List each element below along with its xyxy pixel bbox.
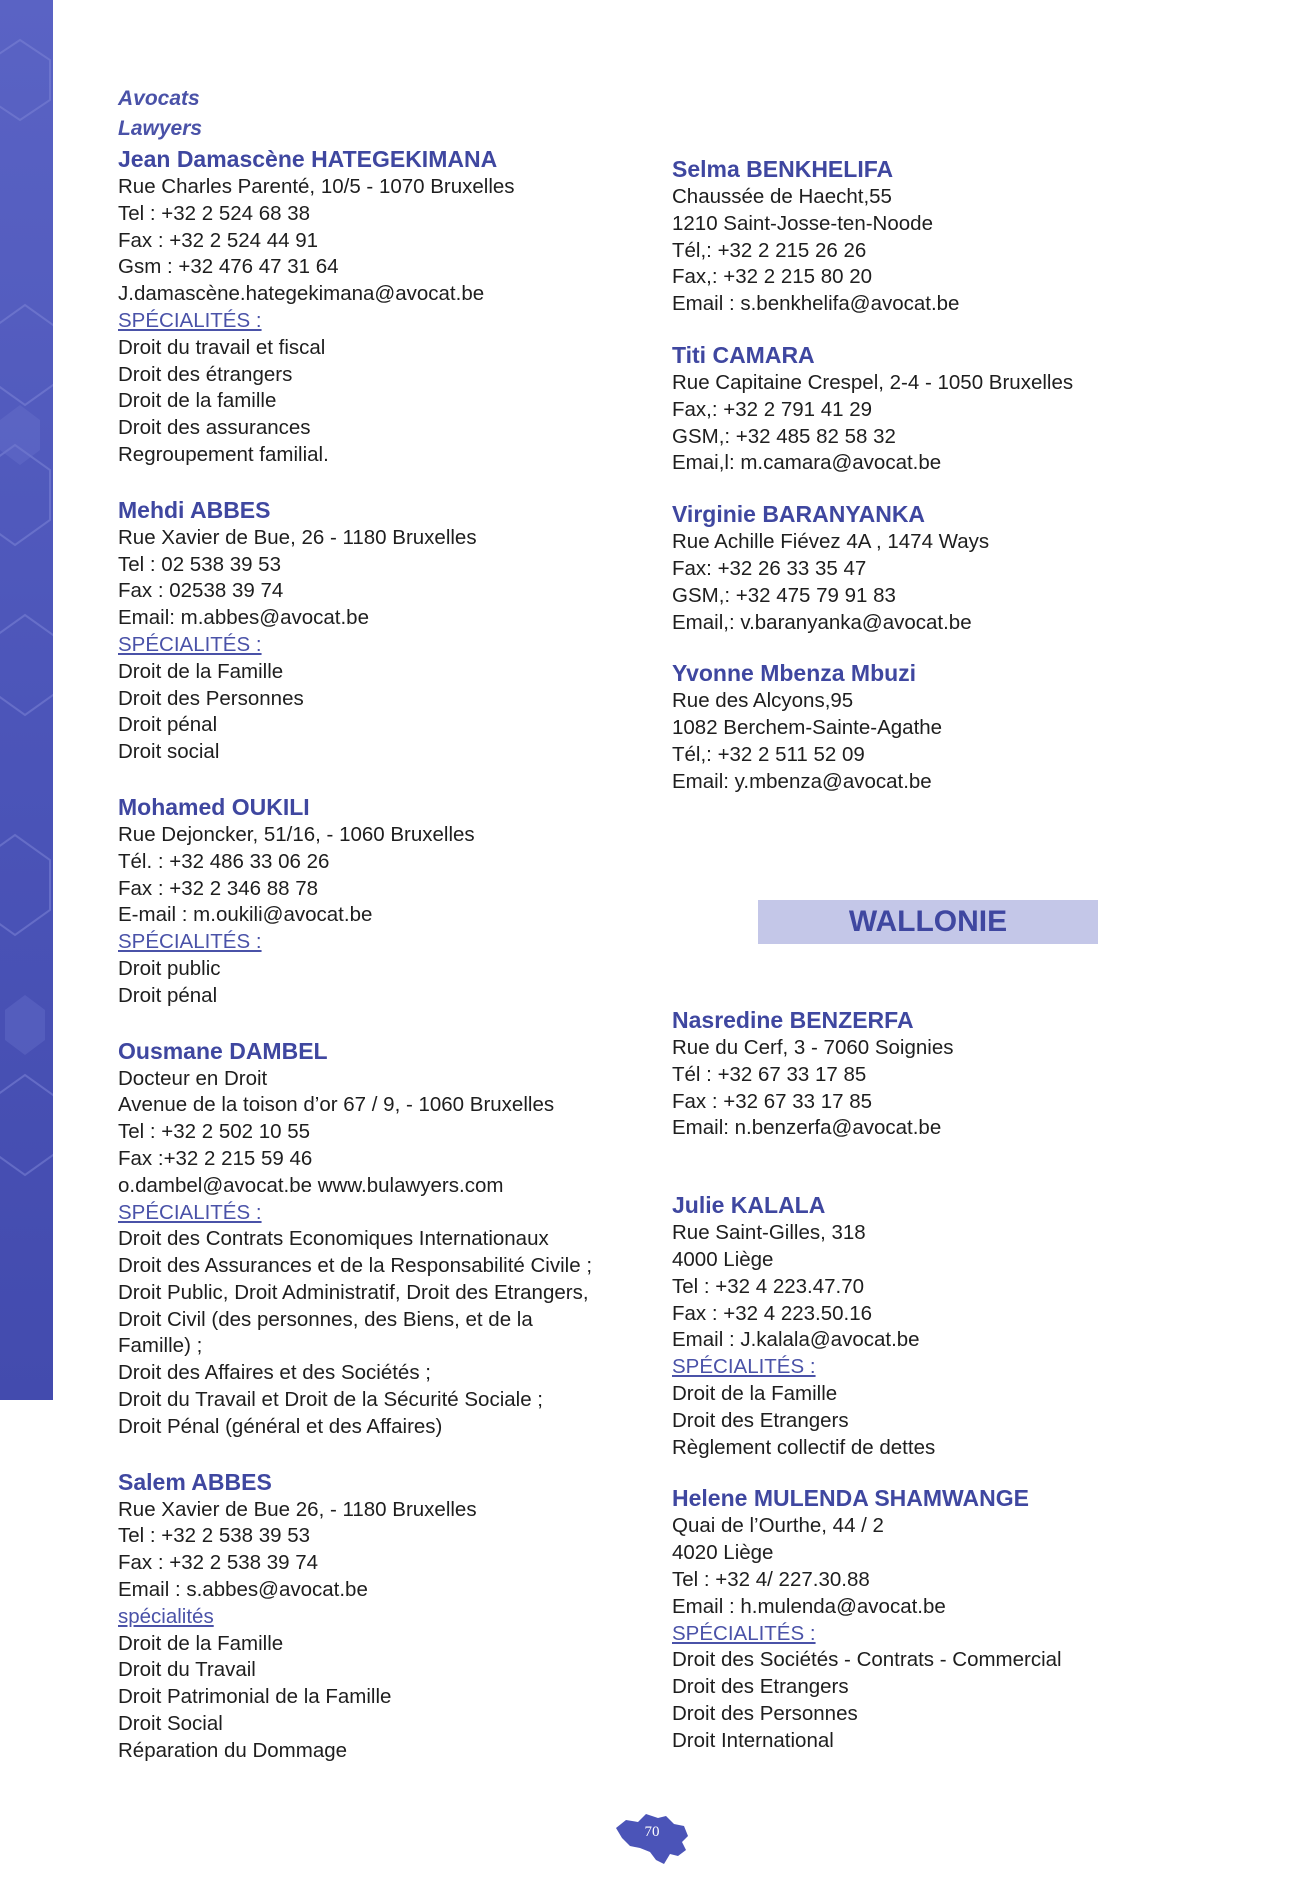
lawyer-entry <box>118 1467 648 1765</box>
email: J.damascène.hategekimana@avocat.be <box>118 282 485 306</box>
address: Rue Xavier de Bue 26, - 1180 Bruxelles <box>118 1497 477 1521</box>
phone: Tel : +32 2 538 39 53 <box>118 1524 311 1548</box>
address: Rue Saint-Gilles, 318 <box>672 1221 866 1245</box>
fax: Fax,: +32 2 791 41 29 <box>672 397 873 421</box>
specialty: Droit pénal <box>118 983 218 1007</box>
phone: Tél : +32 67 33 17 85 <box>672 1062 867 1086</box>
gsm: GSM,: +32 475 79 91 83 <box>672 583 896 607</box>
specialty: Famille) ; <box>118 1334 203 1358</box>
specialty: Droit social <box>118 740 220 764</box>
specialty: Droit des Etrangers <box>672 1408 849 1432</box>
specialty: Droit des Affaires et des Sociétés ; <box>118 1361 431 1385</box>
wallonie-column <box>672 1005 1212 1781</box>
address: 4020 Liège <box>672 1541 774 1565</box>
phone: Tél. : +32 486 33 06 26 <box>118 849 330 873</box>
lawyer-name: Salem ABBES <box>118 1468 272 1495</box>
specialties-label: SPÉCIALITÉS : <box>118 308 262 332</box>
lawyer-name: Helene MULENDA SHAMWANGE <box>672 1485 1029 1512</box>
fax: Fax : 02538 39 74 <box>118 579 284 603</box>
specialties-label: SPÉCIALITÉS : <box>118 930 262 954</box>
hexagon-pattern-icon <box>0 0 53 1400</box>
specialty: Droit Patrimonial de la Famille <box>118 1685 392 1709</box>
specialty: Droit de la Famille <box>118 659 284 683</box>
specialty: Réparation du Dommage <box>118 1738 348 1762</box>
title: Docteur en Droit <box>118 1066 268 1090</box>
address: 1082 Berchem-Sainte-Agathe <box>672 716 943 740</box>
lawyer-entry <box>672 154 1212 318</box>
email: Email : J.kalala@avocat.be <box>672 1328 920 1352</box>
email: Email: y.mbenza@avocat.be <box>672 769 932 793</box>
specialties-label: SPÉCIALITÉS : <box>672 1621 816 1645</box>
specialties-label: spécialités <box>118 1604 214 1628</box>
address: Rue Xavier de Bue, 26 - 1180 Bruxelles <box>118 525 477 549</box>
specialty: Droit Pénal (général et des Affaires) <box>118 1414 443 1438</box>
address: Rue Dejoncker, 51/16, - 1060 Bruxelles <box>118 822 475 846</box>
email: Email : s.abbes@avocat.be <box>118 1578 368 1602</box>
phone: Tel : +32 2 524 68 38 <box>118 201 311 225</box>
email: Email: n.benzerfa@avocat.be <box>672 1116 942 1140</box>
email: Email: m.abbes@avocat.be <box>118 606 369 630</box>
lawyer-name: Titi CAMARA <box>672 341 815 368</box>
fax: Fax : +32 4 223.50.16 <box>672 1301 873 1325</box>
specialty: Droit public <box>118 956 221 980</box>
lawyer-entry <box>672 1190 1212 1461</box>
lawyer-name: Virginie BARANYANKA <box>672 501 926 528</box>
lawyer-name: Selma BENKHELIFA <box>672 156 894 182</box>
specialty: Droit pénal <box>118 713 218 737</box>
specialty: Droit des étrangers <box>118 362 293 386</box>
lawyer-name: Mehdi ABBES <box>118 496 271 523</box>
lawyer-name: Ousmane DAMBEL <box>118 1037 328 1064</box>
specialty: Droit Public, Droit Administratif, Droit des Etrangers, <box>118 1280 589 1304</box>
address: Rue Achille Fiévez 4A , 1474 Ways <box>672 530 990 554</box>
specialty: Droit de la Famille <box>672 1381 838 1405</box>
fax: Fax : +32 2 538 39 74 <box>118 1551 319 1575</box>
specialty: Droit du Travail et Droit de la Sécurité Sociale ; <box>118 1388 543 1412</box>
specialty: Droit des Personnes <box>672 1701 858 1725</box>
lawyer-entry <box>672 658 1212 795</box>
section-header <box>118 84 648 144</box>
lawyer-entry <box>672 499 1212 636</box>
lawyer-entry <box>672 340 1212 477</box>
specialty: Droit des Contrats Economiques Internationaux <box>118 1227 549 1251</box>
specialty: Droit des Etrangers <box>672 1675 849 1699</box>
lawyer-entry <box>118 144 648 469</box>
specialty: Droit des Personnes <box>118 686 304 710</box>
decorative-side-band <box>0 0 53 1400</box>
lawyer-name: Nasredine BENZERFA <box>672 1007 914 1033</box>
lawyer-entry <box>672 1483 1212 1754</box>
address: Avenue de la toison d’or 67 / 9, - 1060 Bruxelles <box>118 1093 555 1117</box>
lawyer-entry <box>118 1036 648 1441</box>
lawyer-name: Yvonne Mbenza Mbuzi <box>672 660 917 687</box>
fax: Fax : +32 67 33 17 85 <box>672 1089 873 1113</box>
specialty: Droit des Assurances et de la Responsabilité Civile ; <box>118 1254 593 1278</box>
lawyer-name: Jean Damascène HATEGEKIMANA <box>118 146 498 172</box>
address: Rue des Alcyons,95 <box>672 689 854 713</box>
fax: Fax :+32 2 215 59 46 <box>118 1146 313 1170</box>
fax: Fax : +32 2 346 88 78 <box>118 876 319 900</box>
address: Rue du Cerf, 3 - 7060 Soignies <box>672 1036 954 1059</box>
page-number: 70 <box>644 1824 660 1840</box>
specialty: Droit des assurances <box>118 416 311 440</box>
phone: Tel : 02 538 39 53 <box>118 552 281 576</box>
phone: Tel : +32 2 502 10 55 <box>118 1120 311 1144</box>
fax: Fax : +32 2 524 44 91 <box>118 228 319 252</box>
lawyer-entry <box>672 1005 1212 1142</box>
specialty: Droit des Sociétés - Contrats - Commercial <box>672 1648 1062 1672</box>
email: Email : h.mulenda@avocat.be <box>672 1594 946 1618</box>
specialty: Droit Social <box>118 1712 223 1736</box>
specialty: Droit du Travail <box>118 1658 256 1682</box>
right-column <box>672 154 1212 822</box>
address: 4000 Liège <box>672 1247 774 1271</box>
region-banner-wallonie: WALLONIE <box>758 900 1098 944</box>
gsm: GSM,: +32 485 82 58 32 <box>672 424 896 448</box>
specialty: Regroupement familial. <box>118 442 329 466</box>
phone: Tel : +32 4 223.47.70 <box>672 1274 865 1298</box>
fax: Fax,: +32 2 215 80 20 <box>672 265 873 289</box>
address: Rue Charles Parenté, 10/5 - 1070 Bruxelles <box>118 175 515 198</box>
address: Chaussée de Haecht,55 <box>672 185 892 208</box>
phone: Tel : +32 4/ 227.30.88 <box>672 1567 870 1591</box>
lawyer-name: Mohamed OUKILI <box>118 793 310 820</box>
lawyer-name: Julie KALALA <box>672 1192 826 1219</box>
specialty: Droit de la Famille <box>118 1631 284 1655</box>
section-title-en: Lawyers <box>118 117 203 140</box>
specialty: Règlement collectif de dettes <box>672 1435 936 1459</box>
specialty: Droit International <box>672 1728 834 1752</box>
fax: Fax: +32 26 33 35 47 <box>672 556 867 580</box>
specialties-label: SPÉCIALITÉS : <box>672 1355 816 1379</box>
section-title-fr: Avocats <box>118 87 200 110</box>
phone: Tél,: +32 2 511 52 09 <box>672 742 865 766</box>
specialty: Droit du travail et fiscal <box>118 335 326 359</box>
email: Emai,l: m.camara@avocat.be <box>672 451 942 475</box>
lawyer-entry <box>118 792 648 1010</box>
specialties-label: SPÉCIALITÉS : <box>118 632 262 656</box>
address: Quai de l’Ourthe, 44 / 2 <box>672 1514 884 1538</box>
specialty: Droit de la famille <box>118 389 277 413</box>
address: Rue Capitaine Crespel, 2-4 - 1050 Bruxelles <box>672 370 1074 394</box>
email-and-website: o.dambel@avocat.be www.bulawyers.com <box>118 1173 504 1197</box>
address: 1210 Saint-Josse-ten-Noode <box>672 211 933 235</box>
phone: Tél,: +32 2 215 26 26 <box>672 238 867 262</box>
specialties-label: SPÉCIALITÉS : <box>118 1200 262 1224</box>
lawyer-entry <box>118 495 648 766</box>
gsm: Gsm : +32 476 47 31 64 <box>118 255 339 279</box>
email: Email,: v.baranyanka@avocat.be <box>672 610 972 634</box>
email: E-mail : m.oukili@avocat.be <box>118 903 373 927</box>
left-column <box>118 84 648 1791</box>
email: Email : s.benkhelifa@avocat.be <box>672 292 960 316</box>
specialty: Droit Civil (des personnes, des Biens, et de la <box>118 1307 533 1331</box>
